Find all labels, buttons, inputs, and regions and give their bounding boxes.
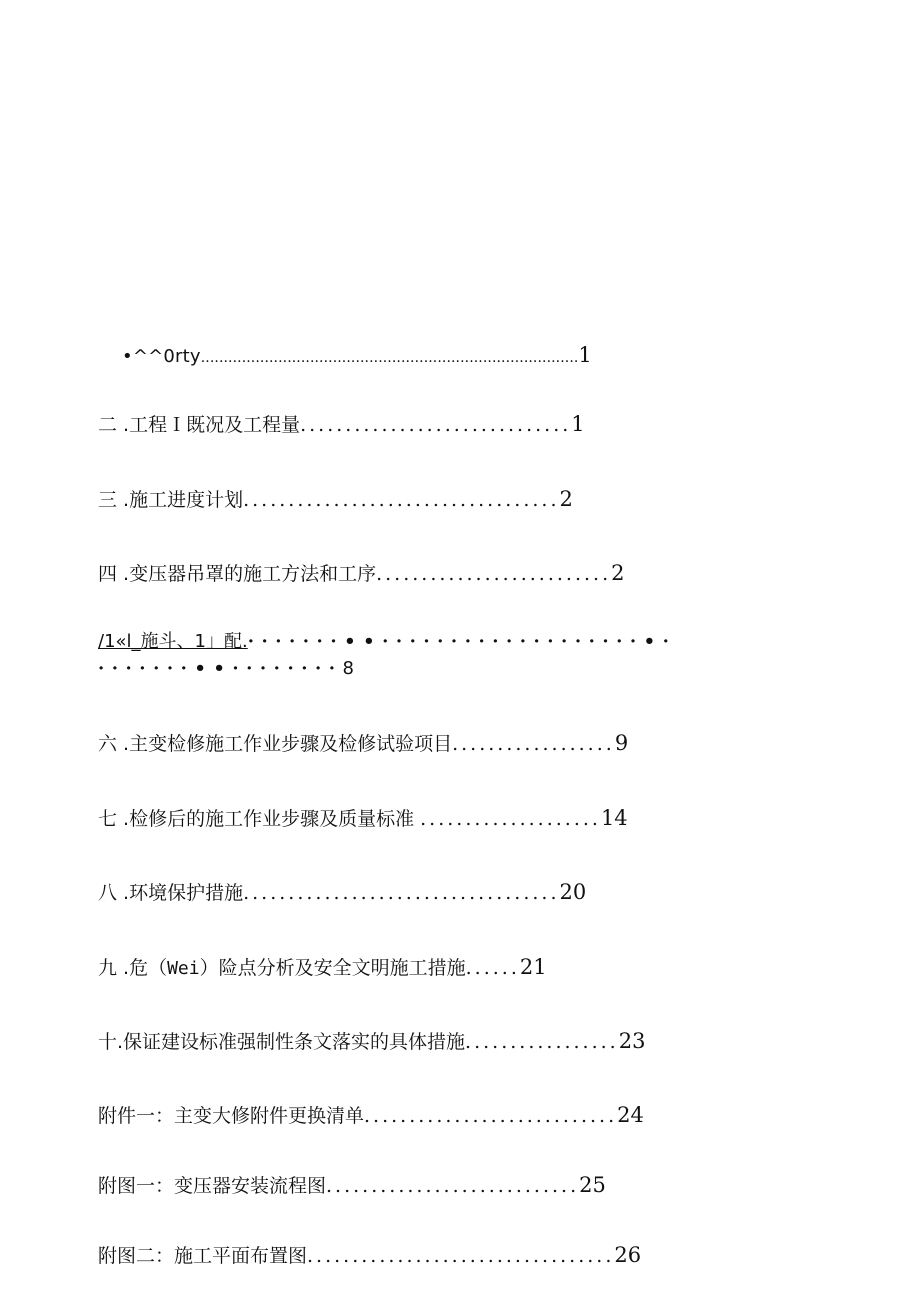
toc-entry-title-part-a: 九 .危（ <box>98 957 168 979</box>
toc-entry-title: •^^0rty <box>122 346 201 367</box>
toc-entry <box>98 955 547 981</box>
toc-entry <box>98 487 573 512</box>
toc-entry-title: 附图一：变压器安装流程图 <box>98 1175 327 1197</box>
toc-entry-page-number: 9 <box>614 731 629 755</box>
toc-entry-title: 三 .施工进度计划 <box>98 489 244 511</box>
toc-entry-leader: .......................... <box>376 563 612 585</box>
toc-entry <box>98 629 676 654</box>
toc-entry-leader: ............................ <box>326 1175 580 1197</box>
toc-entry-page-number: 25 <box>579 1173 606 1197</box>
toc-entry <box>98 1243 641 1268</box>
toc-entry-page-number: 14 <box>600 806 628 830</box>
toc-entry-leader: ................. <box>465 1031 619 1053</box>
toc-entry-page-number: 8 <box>342 658 354 679</box>
toc-entry <box>98 1029 645 1054</box>
toc-entry <box>98 1103 644 1128</box>
toc-entry-page-number: 2 <box>559 487 573 511</box>
toc-entry-leader: .................................. <box>307 1245 615 1267</box>
toc-entry-title: 四 .变压器吊罩的施工方法和工序 <box>98 563 377 585</box>
toc-entry <box>98 561 625 586</box>
toc-entry-page-number: 26 <box>614 1243 642 1267</box>
toc-entry-leader: .................. <box>452 733 615 755</box>
toc-entry <box>122 343 592 370</box>
toc-entry-title-part-b: ）险点分析及安全文明施工措施 <box>199 957 466 979</box>
toc-entry <box>98 1173 606 1198</box>
toc-entry-leader: .............................. <box>300 414 572 436</box>
toc-entry <box>98 412 585 437</box>
toc-entry-title: 二 .工程Ｉ既况及工程量 <box>98 414 301 436</box>
toc-entry-continuation <box>98 656 354 681</box>
toc-entry-page-number: 20 <box>559 880 587 904</box>
toc-entry-page-number: 23 <box>618 1029 646 1053</box>
toc-entry-title: 十.保证建设标准强制性条文落实的具体措施 <box>98 1031 466 1053</box>
toc-entry-title: /1«l_施斗、1」配. <box>98 631 248 652</box>
toc-entry-leader: ·······••········ <box>98 658 343 679</box>
toc-entry-title: 附件一：主变大修附件更换清单 <box>98 1105 365 1127</box>
toc-entry-leader: .................... <box>420 808 601 830</box>
toc-entry-title: 六 .主变检修施工作业步骤及检修试验项目 <box>98 733 453 755</box>
toc-entry-leader: ................................... <box>243 489 560 511</box>
toc-entry-page-number: 24 <box>617 1103 644 1127</box>
toc-entry-title: 七 .检修后的施工作业步骤及质量标准 <box>98 808 415 830</box>
toc-entry-leader: ................................................................................... <box>200 350 579 366</box>
toc-entry-leader: ·······••···················•· <box>247 631 677 652</box>
toc-entry-page-number: 2 <box>611 561 625 585</box>
toc-entry <box>98 806 628 831</box>
toc-entry-leader: ............................ <box>364 1105 618 1127</box>
toc-entry-leader: ...... <box>465 957 520 979</box>
toc-entry <box>98 731 628 756</box>
toc-entry <box>98 880 586 905</box>
toc-entry-leader: ................................... <box>243 882 560 904</box>
toc-entry-page-number: 21 <box>519 955 547 979</box>
toc-entry-page-number: 1 <box>578 343 592 367</box>
toc-entry-title-wei: Wei <box>167 958 200 979</box>
toc-entry-page-number: 1 <box>571 412 585 436</box>
toc-entry-title: 附图二：施工平面布置图 <box>98 1245 308 1267</box>
toc-entry-title: 八 .环境保护措施 <box>98 882 244 904</box>
